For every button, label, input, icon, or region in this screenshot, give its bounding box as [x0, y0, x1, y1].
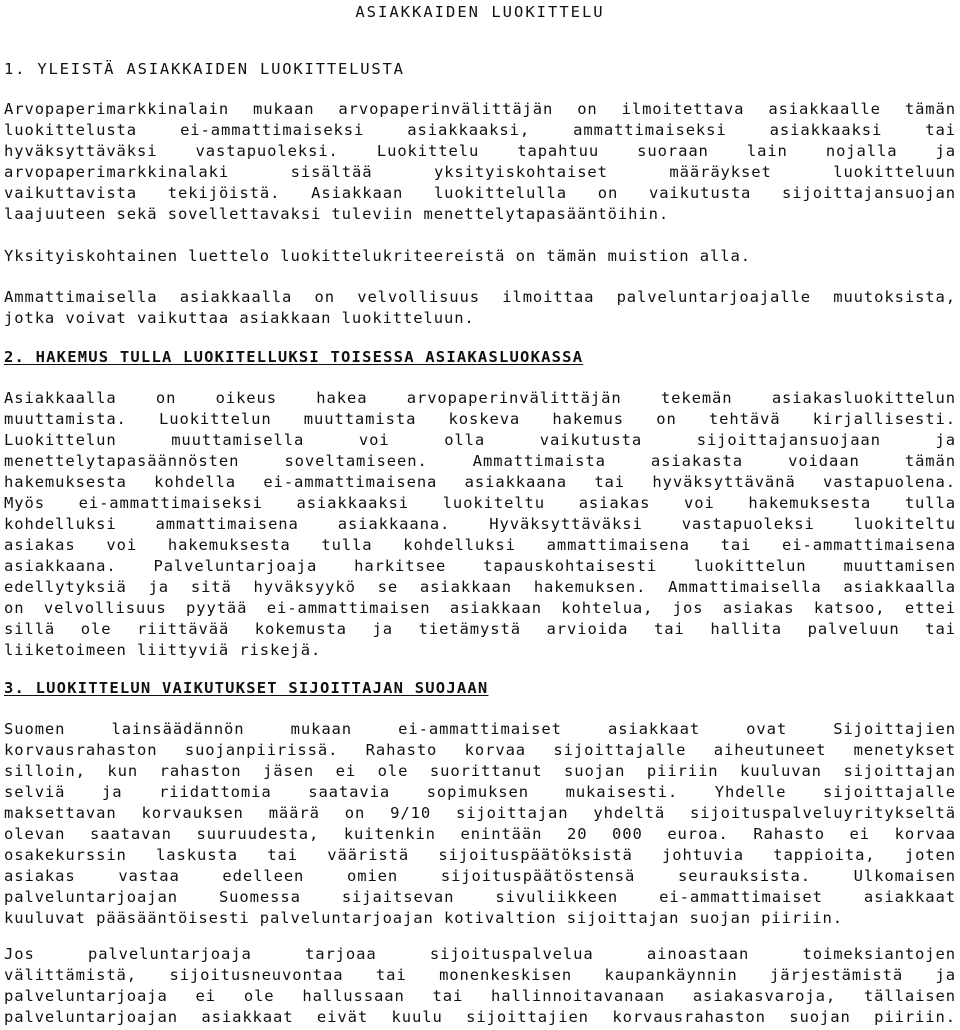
section-1-heading: 1. YLEISTÄ ASIAKKAIDEN LUOKITTELUSTA — [4, 60, 405, 78]
text-line: silloin, kun rahaston jäsen ei ole suorittanut suojan piiriin kuuluvan sijoittajan — [4, 762, 956, 780]
text-line: Myös ei-ammattimaiseksi asiakkaaksi luokiteltu asiakas voi hakemuksesta tulla — [4, 494, 956, 512]
text-line: palveluntarjoajan asiakkaat eivät kuulu sijoittajien korvausrahaston suojan piiriin. — [4, 1008, 956, 1026]
text-line: Jos palveluntarjoaja tarjoaa sijoituspalvelua ainoastaan toimeksiantojen — [4, 945, 956, 963]
text-line: maksettavan korvauksen määrä on 9/10 sijoittajan yhdeltä sijoituspalveluyritykseltä — [4, 804, 956, 822]
text-line: hakemuksesta kohdella ei-ammattimaisena asiakkaana tai hyväksyttävänä vastapuolena. — [4, 473, 956, 491]
text-line: kohdelluksi ammattimaisena asiakkaana. Hyväksyttäväksi vastapuoleksi luokiteltu — [4, 515, 956, 533]
text-line: palveluntarjoaja ei ole hallussaan tai hallinnoitavanaan asiakasvaroja, tällaisen — [4, 987, 956, 1005]
text-line: jotka voivat vaikuttaa asiakkaan luokitteluun. — [4, 309, 475, 327]
section-3-paragraph-1 — [4, 719, 956, 929]
text-line: Arvopaperimarkkinalain mukaan arvopaperinvälittäjän on ilmoitettava asiakkaalle tämän — [4, 100, 956, 118]
text-line: Ammattimaisella asiakkaalla on velvollisuus ilmoittaa palveluntarjoajalle muutoksista, — [4, 288, 956, 306]
text-line: luokittelusta ei-ammattimaiseksi asiakkaaksi, ammattimaiseksi asiakkaaksi tai — [4, 121, 956, 139]
text-line: Asiakkaalla on oikeus hakea arvopaperinvälittäjän tekemän asiakasluokittelun — [4, 389, 956, 407]
section-2-paragraph-1 — [4, 388, 956, 661]
text-line: liiketoimeen liittyviä riskejä. — [4, 641, 322, 659]
document-title: ASIAKKAIDEN LUOKITTELU — [355, 3, 605, 21]
text-line: Luokittelun muuttamisella voi olla vaikutusta sijoittajansuojaan ja — [4, 431, 956, 449]
text-line: on velvollisuus pyytää ei-ammattimaisen asiakkaan kohtelua, jos asiakas katsoo, ettei — [4, 599, 956, 617]
text-line: muuttamista. Luokittelun muuttamista koskeva hakemus on tehtävä kirjallisesti. — [4, 410, 956, 428]
text-line: sillä ole riittävää kokemusta ja tietämystä arvioida tai hallita palveluun tai — [4, 620, 956, 638]
section-1-paragraph-3 — [4, 287, 956, 329]
text-line: edellytyksiä ja sitä hyväksyykö se asiakkaan hakemuksen. Ammattimaisella asiakkaalla — [4, 578, 956, 596]
document-page — [4, 0, 956, 1026]
text-line: olevan saatavan suuruudesta, kuitenkin enintään 20 000 euroa. Rahasto ei korvaa — [4, 825, 956, 843]
section-3-paragraph-2 — [4, 944, 956, 1028]
section-1-paragraph-2 — [4, 246, 956, 267]
text-line: asiakas voi hakemuksesta tulla kohdelluksi ammattimaisena tai ei-ammattimaisena — [4, 536, 956, 554]
text-line: asiakkaana. Palveluntarjoaja harkitsee tapauskohtaisesti luokittelun muuttamisen — [4, 557, 956, 575]
text-line: Yksityiskohtainen luettelo luokittelukriteereistä on tämän muistion alla. — [4, 247, 751, 265]
text-line: hyväksyttäväksi vastapuoleksi. Luokittelu tapahtuu suoraan lain nojalla ja — [4, 142, 956, 160]
text-line: vaikuttavista tekijöistä. Asiakkaan luokittelulla on vaikutusta sijoittajansuojan — [4, 184, 956, 202]
section-1-paragraph-1 — [4, 99, 956, 225]
text-line: selviä ja riidattomia saatavia sopimuksen mukaisesti. Yhdelle sijoittajalle — [4, 783, 956, 801]
text-line: Suomen lainsäädännön mukaan ei-ammattimaiset asiakkaat ovat Sijoittajien — [4, 720, 956, 738]
text-line: asiakas vastaa edelleen omien sijoituspäätöstensä seurauksista. Ulkomaisen — [4, 867, 956, 885]
text-line: arvopaperimarkkinalaki sisältää yksityiskohtaiset määräykset luokitteluun — [4, 163, 956, 181]
text-line: kuuluvat pääsääntöisesti palveluntarjoajan kotivaltion sijoittajan suojan piiriin. — [4, 909, 844, 927]
text-line: menettelytapasäännösten soveltamiseen. Ammattimaista asiakasta voidaan tämän — [4, 452, 956, 470]
text-line: osakekurssin laskusta tai vääristä sijoituspäätöksistä johtuvia tappioita, joten — [4, 846, 956, 864]
text-line: välittämistä, sijoitusneuvontaa tai monenkeskisen kaupankäynnin järjestämistä ja — [4, 966, 956, 984]
section-3-heading: 3. LUOKITTELUN VAIKUTUKSET SIJOITTAJAN SUOJAAN — [4, 679, 489, 697]
section-2-heading: 2. HAKEMUS TULLA LUOKITELLUKSI TOISESSA ASIAKASLUOKASSA — [4, 348, 584, 366]
text-line: laajuuteen sekä sovellettavaksi tuleviin menettelytapasääntöihin. — [4, 205, 670, 223]
text-line: korvausrahaston suojanpiirissä. Rahasto korvaa sijoittajalle aiheutuneet menetykset — [4, 741, 956, 759]
text-line: palveluntarjoajan Suomessa sijaitsevan sivuliikkeen ei-ammattimaiset asiakkaat — [4, 888, 956, 906]
